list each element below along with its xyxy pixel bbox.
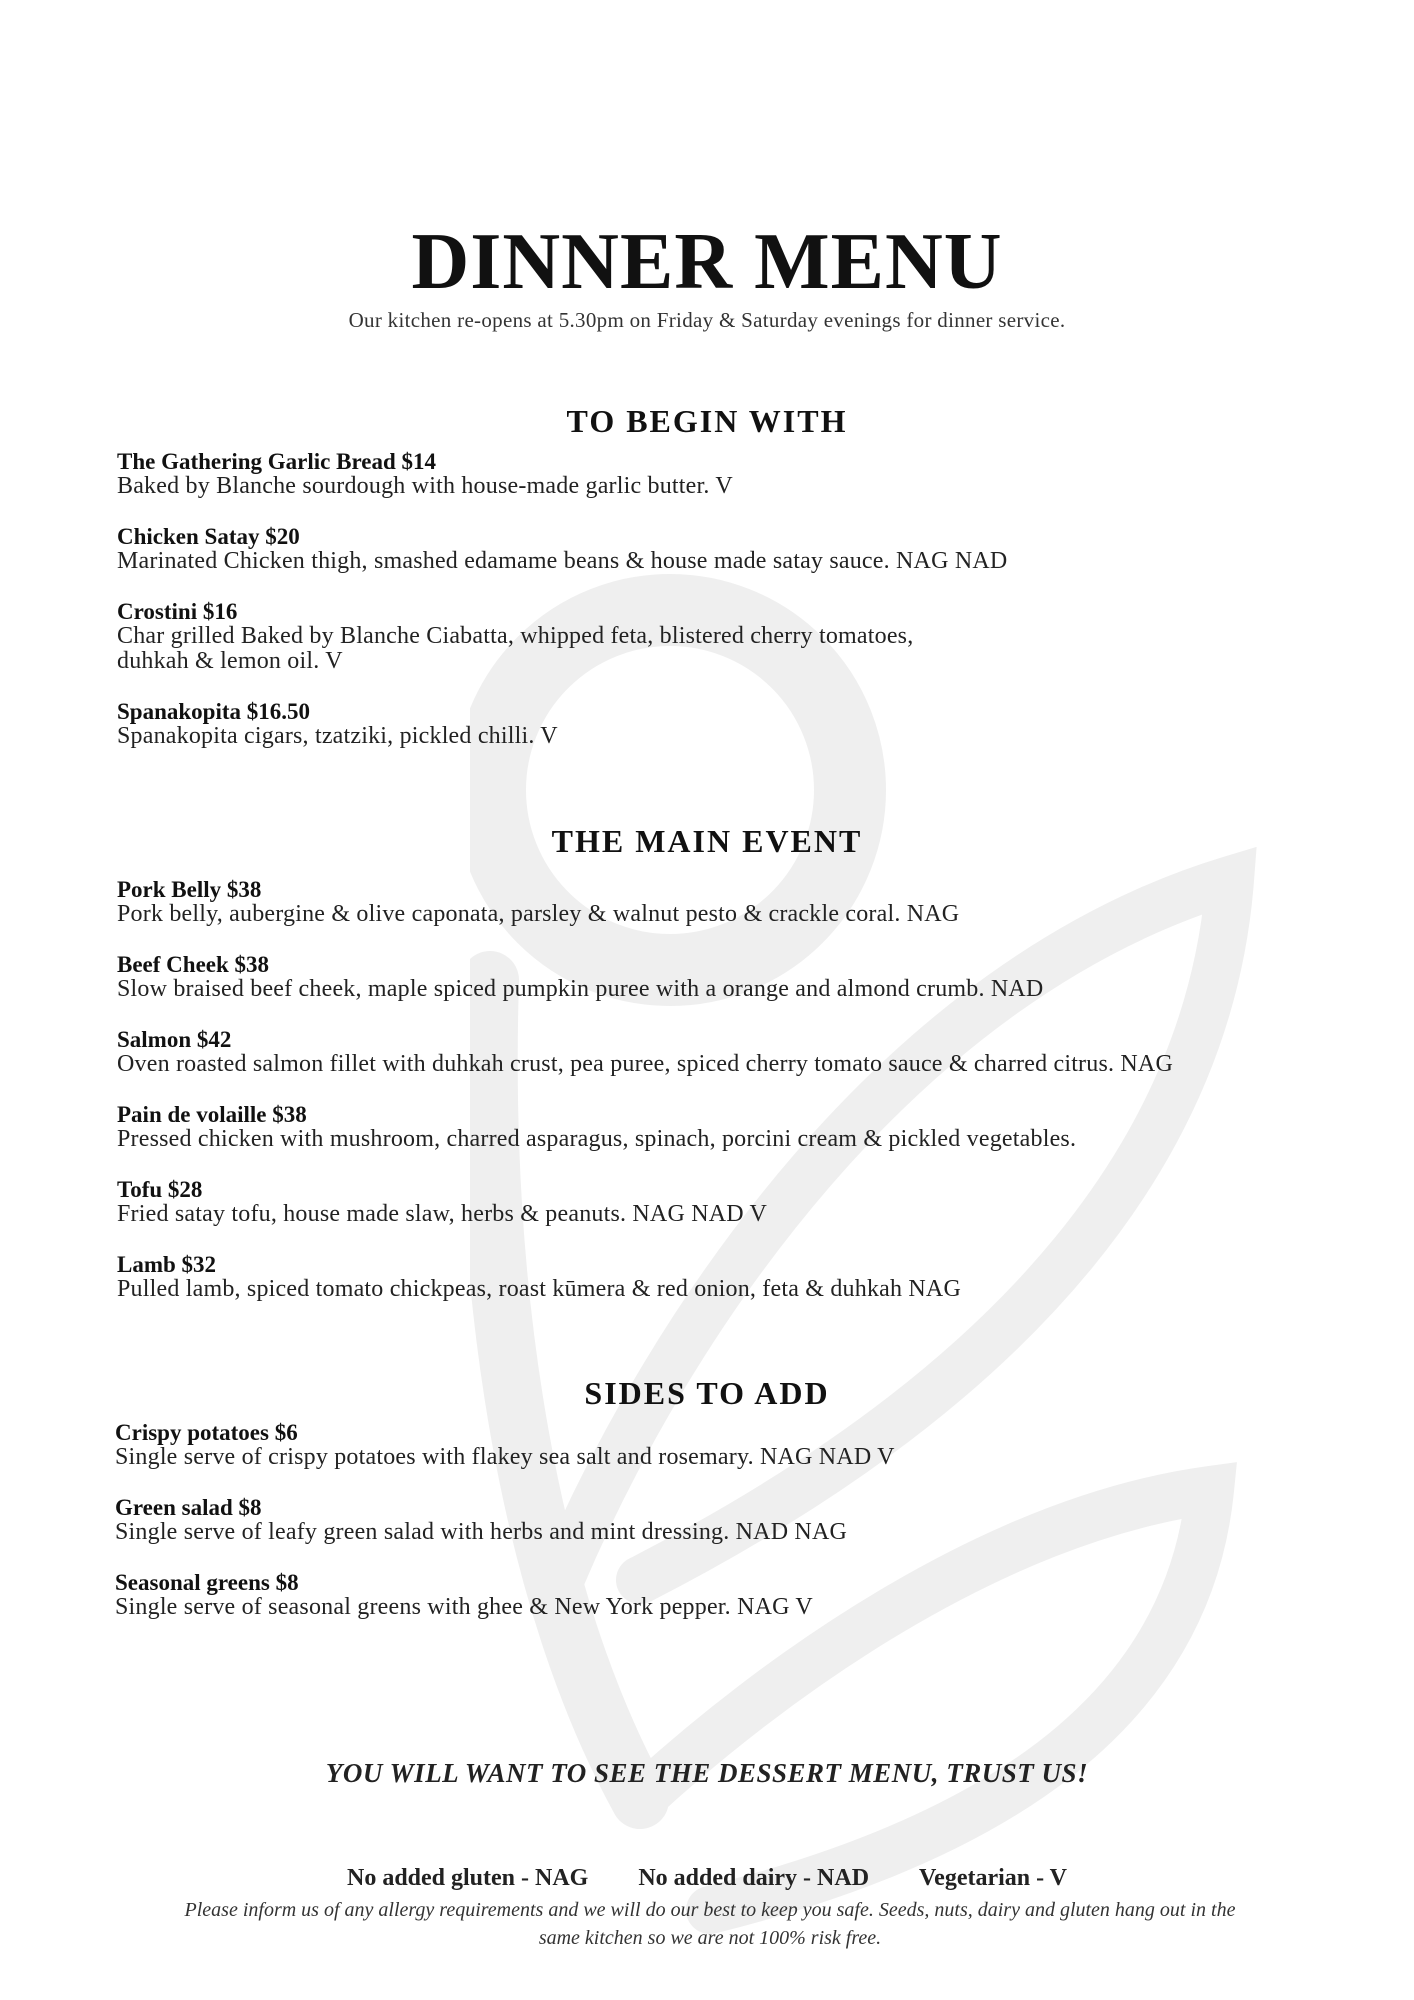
item-name: Crostini $16 [117,599,238,624]
list-item [115,1495,1315,1545]
legend-no-added-dairy: No added dairy - NAD [638,1865,870,1891]
page-subtitle: Our kitchen re-opens at 5.30pm on Friday & Saturday evenings for dinner service. [348,308,1066,332]
dietary-legend [0,1865,1414,1892]
list-item [117,1027,1317,1077]
item-description: Slow braised beef cheek, maple spiced pumpkin puree with a orange and almond crumb. NAD [117,976,1044,1002]
list-item [115,1420,1315,1470]
allergy-notice [110,1896,1310,1952]
item-name: Chicken Satay $20 [117,524,300,549]
item-name: Spanakopita $16.50 [117,699,311,724]
section-the-main-event [117,877,1317,1302]
allergy-notice-line-2: same kitchen so we are not 100% risk free. [538,1927,882,1949]
item-description: Single serve of seasonal greens with ghee & New York pepper. NAG V [115,1594,813,1620]
item-name: Green salad $8 [115,1495,262,1520]
list-item [117,877,1317,927]
item-description: Baked by Blanche sourdough with house-made garlic butter. V [117,473,733,499]
legend-vegetarian: Vegetarian - V [919,1865,1068,1891]
item-name: Salmon $42 [117,1027,232,1052]
item-description: Char grilled Baked by Blanche Ciabatta, whipped feta, blistered cherry tomatoes, [117,623,914,649]
dessert-menu-note: YOU WILL WANT TO SEE THE DESSERT MENU, TRUST US! [325,1758,1089,1788]
list-item [115,1570,1315,1620]
item-description: Fried satay tofu, house made slaw, herbs & peanuts. NAG NAD V [117,1201,768,1227]
list-item [117,1252,1317,1302]
list-item [117,1102,1317,1152]
item-name: Pain de volaille $38 [117,1102,307,1127]
section-title-to-begin-with: TO BEGIN WITH [566,403,848,439]
item-name: Beef Cheek $38 [117,952,270,977]
list-item [117,1177,1317,1227]
item-description: Single serve of crispy potatoes with flakey sea salt and rosemary. NAG NAD V [115,1444,895,1470]
section-to-begin-with [117,449,1317,749]
page-title: DINNER MENU [411,218,1003,306]
item-name: Crispy potatoes $6 [115,1420,298,1445]
item-name: Lamb $32 [117,1252,217,1277]
list-item [117,524,1317,574]
item-name: Tofu $28 [117,1177,203,1202]
section-title-the-main-event: THE MAIN EVENT [551,823,863,859]
item-description: Pressed chicken with mushroom, charred asparagus, spinach, porcini cream & pickled vegetables. [117,1126,1077,1152]
section-sides-to-add [115,1420,1315,1620]
item-description-continued: duhkah & lemon oil. V [117,648,343,674]
item-name: Seasonal greens $8 [115,1570,299,1595]
allergy-notice-line-1: Please inform us of any allergy requirements and we will do our best to keep you safe. Seeds, nuts, dairy and gluten hang out in the [184,1899,1236,1921]
legend-no-added-gluten: No added gluten - NAG [346,1865,589,1891]
item-description: Marinated Chicken thigh, smashed edamame beans & house made satay sauce. NAG NAD [117,548,1008,574]
item-description: Pulled lamb, spiced tomato chickpeas, roast kūmera & red onion, feta & duhkah NAG [117,1276,961,1302]
item-description: Single serve of leafy green salad with herbs and mint dressing. NAD NAG [115,1519,848,1545]
item-name: Pork Belly $38 [117,877,262,902]
section-title-sides-to-add: SIDES TO ADD [584,1375,830,1411]
item-description: Spanakopita cigars, tzatziki, pickled chilli. V [117,723,558,749]
list-item [117,599,1317,674]
list-item [117,952,1317,1002]
item-name: The Gathering Garlic Bread $14 [117,449,437,474]
item-description: Oven roasted salmon fillet with duhkah crust, pea puree, spiced cherry tomato sauce & charred citrus. NAG [117,1051,1173,1077]
item-description: Pork belly, aubergine & olive caponata, parsley & walnut pesto & crackle coral. NAG [117,901,960,927]
list-item [117,449,1317,499]
list-item [117,699,1317,749]
